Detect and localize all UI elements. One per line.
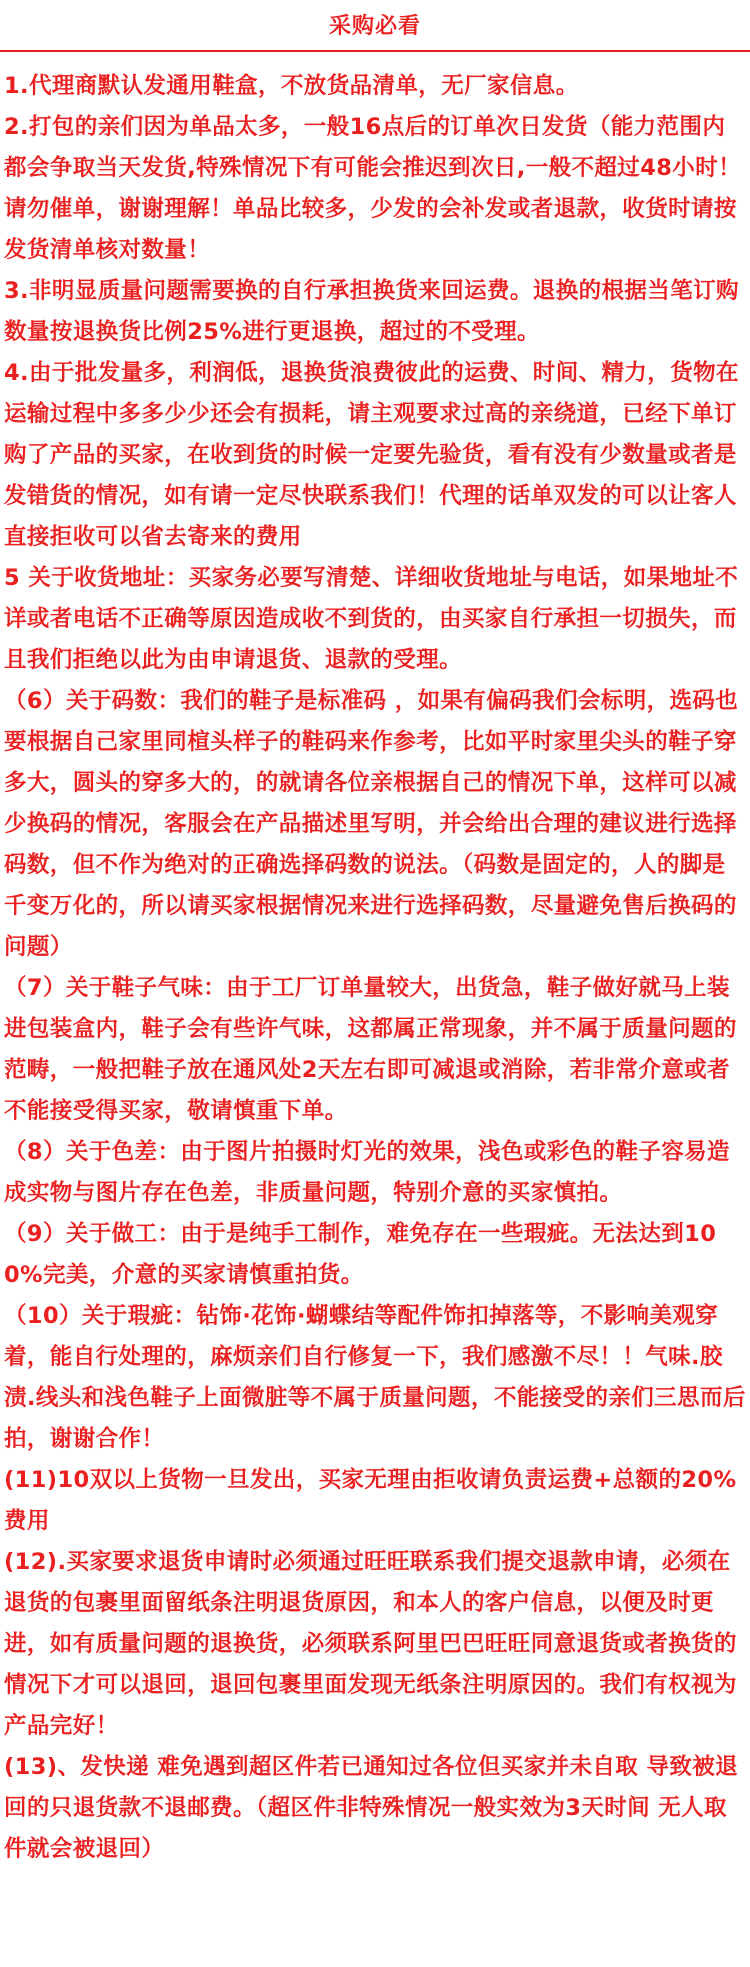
- notice-item-2: 2.打包的亲们因为单品太多，一般16点后的订单次日发货（能力范围内都会争取当天发货,特殊情况下有可能会推迟到次日,一般不超过48小时！请勿催单，谢谢理解！单品比较多，少发的会补发或者退款，收货时请按发货清单核对数量！: [4, 114, 742, 263]
- notice-item-1: 1.代理商默认发通用鞋盒，不放货品清单，无厂家信息。: [4, 73, 579, 99]
- notice-item-13: (13)、发快递 难免遇到超区件若已通知过各位但买家并未自取 导致被退回的只退货款不退邮费。（超区件非特殊情况一般实效为3天时间 无人取件就会被退回）: [4, 1754, 739, 1862]
- title-divider: [0, 50, 750, 52]
- notice-list: [4, 66, 746, 1870]
- notice-item-6: （6）关于码数：我们的鞋子是标准码 ，如果有偏码我们会标明，选码也要根据自己家里同楦头样子的鞋码来作参考，比如平时家里尖头的鞋子穿多大，圆头的穿多大的，的就请各位亲根据自己的情况下单，这样可以减少换码的情况，客服会在产品描述里写明，并会给出合理的建议进行选择码数，但不作为绝对的正确选择码数的说法。（码数是固定的，人的脚是千变万化的，所以请买家根据情况来进行选择码数，尽量避免售后换码的问题）: [4, 688, 739, 960]
- notice-item-4: 4.由于批发量多，利润低，退换货浪费彼此的运费、时间、精力，货物在运输过程中多多少少还会有损耗，请主观要求过高的亲绕道，已经下单订购了产品的买家，在收到货的时候一定要先验货，看有没有少数量或者是发错货的情况，如有请一定尽快联系我们！代理的话单双发的可以让客人直接拒收可以省去寄来的费用: [4, 360, 739, 550]
- page-title: 采购必看: [328, 14, 421, 39]
- notice-item-8: （8）关于色差：由于图片拍摄时灯光的效果，浅色或彩色的鞋子容易造成实物与图片存在色差，非质量问题，特别介意的买家慎拍。: [4, 1139, 730, 1206]
- notice-item-11: (11)10双以上货物一旦发出，买家无理由拒收请负责运费+总额的20%费用: [4, 1467, 737, 1534]
- notice-item-7: （7）关于鞋子气味：由于工厂订单量较大，出货急，鞋子做好就马上装进包装盒内，鞋子会有些许气味，这都属正常现象，并不属于质量问题的范畴，一般把鞋子放在通风处2天左右即可减退或消除，若非常介意或者不能接受得买家，敬请慎重下单。: [4, 975, 737, 1124]
- notice-item-5: 5 关于收货地址：买家务必要写清楚、详细收货地址与电话，如果地址不详或者电话不正确等原因造成收不到货的，由买家自行承担一切损失，而且我们拒绝以此为由申请退货、退款的受理。: [4, 565, 739, 673]
- title-bar: [0, 0, 750, 52]
- notice-item-12: (12).买家要求退货申请时必须通过旺旺联系我们提交退款申请，必须在退货的包裹里面留纸条注明退货原因，和本人的客户信息，以便及时更进，如有质量问题的退换货，必须联系阿里巴巴旺旺同意退货或者换货的情况下才可以退回，退回包裹里面发现无纸条注明原因的。我们有权视为产品完好！: [4, 1549, 737, 1739]
- notice-item-3: 3.非明显质量问题需要换的自行承担换货来回运费。退换的根据当笔订购数量按退换货比例25%进行更退换，超过的不受理。: [4, 278, 739, 345]
- notice-item-10: （10）关于瑕疵：钻饰·花饰·蝴蝶结等配件饰扣掉落等，不影响美观穿着，能自行处理的，麻烦亲们自行修复一下，我们感激不尽！！气味.胶渍.线头和浅色鞋子上面微脏等不属于质量问题，不能接受的亲们三思而后拍，谢谢合作！: [4, 1303, 746, 1452]
- notice-item-9: （9）关于做工：由于是纯手工制作，难免存在一些瑕疵。无法达到100%完美，介意的买家请慎重拍货。: [4, 1221, 717, 1288]
